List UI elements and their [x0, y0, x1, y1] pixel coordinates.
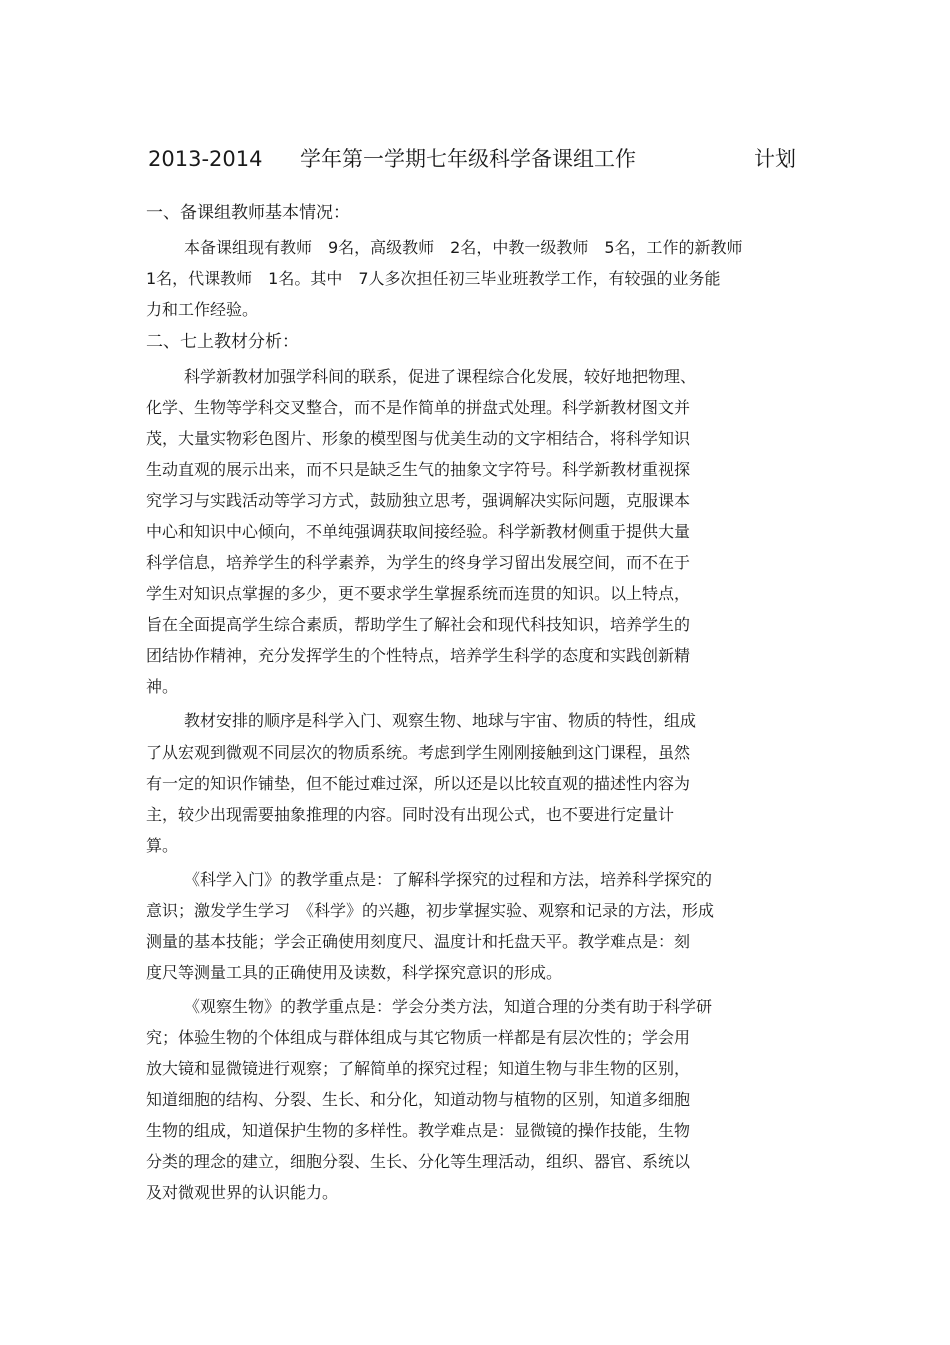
- title-tail: 计划: [754, 147, 796, 171]
- paragraph-line: 放大镜和显微镜进行观察；了解简单的探究过程；知道生物与非生物的区别，: [146, 1059, 691, 1078]
- paragraph-line: 意识；激发学生学习 《科学》的兴趣，初步掌握实验、观察和记录的方法，形成: [146, 901, 715, 920]
- section-2-heading: 二、七上教材分析：: [146, 332, 299, 352]
- paragraph-line: 生物的组成，知道保护生物的多样性。教学难点是：显微镜的操作技能，生物: [146, 1121, 691, 1140]
- paragraph-line: 化学、生物等学科交叉整合，而不是作简单的拼盘式处理。科学新教材图文并: [146, 398, 691, 417]
- paragraph-line: 旨在全面提高学生综合素质，帮助学生了解社会和现代科技知识，培养学生的: [146, 615, 691, 634]
- paragraph-line: 团结协作精神，充分发挥学生的个性特点，培养学生科学的态度和实践创新精: [146, 646, 691, 665]
- paragraph-line: 知道细胞的结构、分裂、生长、和分化，知道动物与植物的区别，知道多细胞: [146, 1090, 691, 1109]
- paragraph-line: 中心和知识中心倾向，不单纯强调获取间接经验。科学新教材侧重于提供大量: [146, 522, 691, 541]
- paragraph-line: 测量的基本技能；学会正确使用刻度尺、温度计和托盘天平。教学难点是：刻: [146, 932, 691, 951]
- paragraph-line: 究学习与实践活动等学习方式，鼓励独立思考，强调解决实际问题，克服课本: [146, 491, 691, 510]
- paragraph-line: 科学新教材加强学科间的联系，促进了课程综合化发展，较好地把物理、: [184, 367, 697, 386]
- paragraph-line: 了从宏观到微观不同层次的物质系统。考虑到学生刚刚接触到这门课程，虽然: [146, 743, 691, 762]
- paragraph-line: 及对微观世界的认识能力。: [146, 1183, 339, 1202]
- paragraph-line: 神。: [146, 677, 179, 696]
- paragraph-line: 有一定的知识作铺垫，但不能过难过深，所以还是以比较直观的描述性内容为: [146, 774, 691, 793]
- paragraph-line: 本备课组现有教师 9名，高级教师 2名，中教一级教师 5名，工作的新教师: [184, 238, 743, 257]
- title-main: 学年第一学期七年级科学备课组工作: [300, 147, 636, 171]
- paragraph-line: 1名，代课教师 1名。其中 7人多次担任初三毕业班教学工作，有较强的业务能: [146, 269, 721, 288]
- paragraph-line: 科学信息，培养学生的科学素养，为学生的终身学习留出发展空间，而不在于: [146, 553, 691, 572]
- section-1-heading: 一、备课组教师基本情况：: [146, 203, 350, 223]
- paragraph-line: 力和工作经验。: [146, 300, 259, 319]
- paragraph-line: 《观察生物》的教学重点是：学会分类方法，知道合理的分类有助于科学研: [184, 997, 713, 1016]
- paragraph-line: 主，较少出现需要抽象推理的内容。同时没有出现公式，也不要进行定量计: [146, 805, 675, 824]
- paragraph-line: 究；体验生物的个体组成与群体组成与其它物质一样都是有层次性的；学会用: [146, 1028, 691, 1047]
- paragraph-line: 生动直观的展示出来，而不只是缺乏生气的抽象文字符号。科学新教材重视探: [146, 460, 691, 479]
- title-year: 2013-2014: [148, 147, 263, 171]
- document-title: [0, 144, 950, 174]
- paragraph-line: 算。: [146, 836, 179, 855]
- paragraph-line: 学生对知识点掌握的多少，更不要求学生掌握系统而连贯的知识。以上特点，: [146, 584, 691, 603]
- paragraph-line: 分类的理念的建立，细胞分裂、生长、分化等生理活动，组织、器官、系统以: [146, 1152, 691, 1171]
- paragraph-line: 《科学入门》的教学重点是：了解科学探究的过程和方法，培养科学探究的: [184, 870, 713, 889]
- paragraph-line: 度尺等测量工具的正确使用及读数，科学探究意识的形成。: [146, 963, 563, 982]
- paragraph-line: 教材安排的顺序是科学入门、观察生物、地球与宇宙、物质的特性，组成: [184, 711, 697, 730]
- paragraph-line: 茂，大量实物彩色图片、形象的模型图与优美生动的文字相结合，将科学知识: [146, 429, 691, 448]
